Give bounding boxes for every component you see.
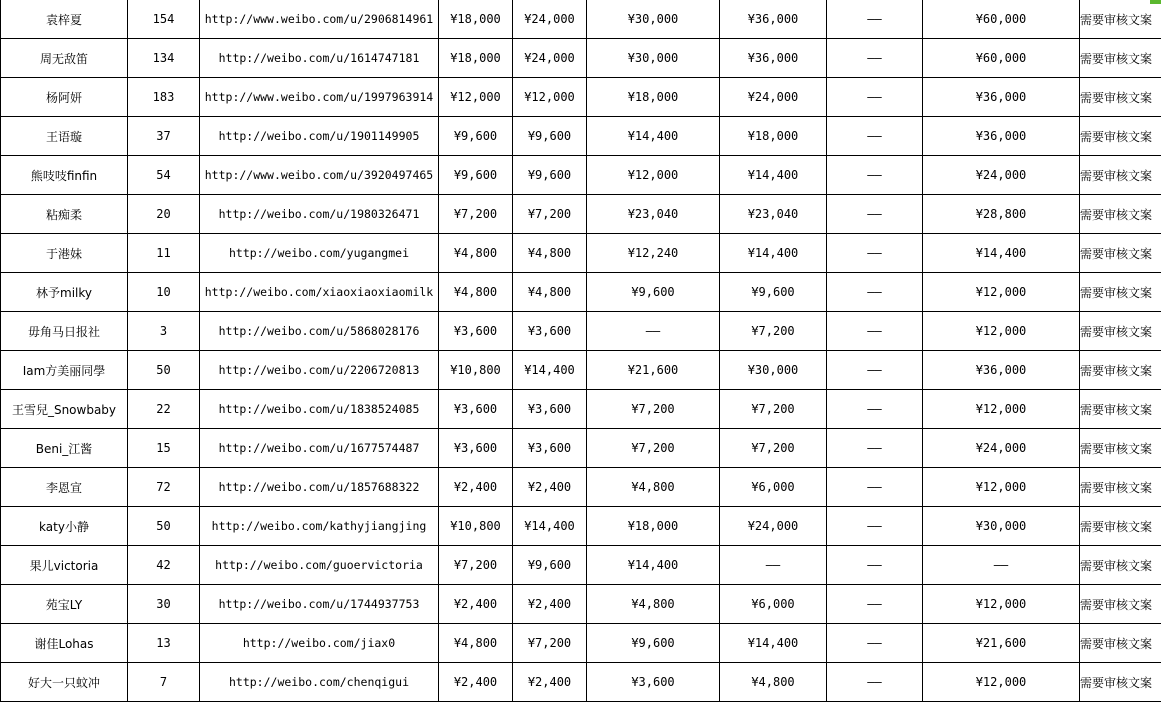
count-cell[interactable]: 134: [128, 39, 200, 78]
price-cell-6[interactable]: ¥12,000: [923, 468, 1080, 507]
table-row: [1, 195, 1161, 234]
price-cell-2[interactable]: ¥24,000: [513, 39, 587, 78]
price-cell-3[interactable]: ¥18,000: [587, 507, 720, 546]
price-cell-4[interactable]: ¥14,400: [720, 234, 827, 273]
count-cell[interactable]: 11: [128, 234, 200, 273]
price-cell-3[interactable]: ¥14,400: [587, 546, 720, 585]
count-cell[interactable]: 3: [128, 312, 200, 351]
name-cell[interactable]: 好大一只蚊冲: [1, 663, 128, 702]
price-cell-6[interactable]: ——: [923, 546, 1080, 585]
table-row: [1, 312, 1161, 351]
price-cell-5[interactable]: ——: [827, 390, 923, 429]
price-cell-2[interactable]: ¥9,600: [513, 546, 587, 585]
name-cell[interactable]: 杨阿妍: [1, 78, 128, 117]
table-row: [1, 585, 1161, 624]
price-cell-3[interactable]: ¥7,200: [587, 429, 720, 468]
count-cell[interactable]: 183: [128, 78, 200, 117]
url-cell[interactable]: http://weibo.com/jiax0: [200, 624, 439, 663]
price-cell-1[interactable]: ¥9,600: [439, 117, 513, 156]
price-cell-4[interactable]: ¥7,200: [720, 312, 827, 351]
price-cell-6[interactable]: ¥60,000: [923, 0, 1080, 39]
price-cell-5[interactable]: ——: [827, 351, 923, 390]
price-cell-3[interactable]: ¥9,600: [587, 273, 720, 312]
url-cell[interactable]: http://weibo.com/chenqigui: [200, 663, 439, 702]
table-row: [1, 663, 1161, 702]
note-cell[interactable]: 需要审核文案: [1080, 273, 1161, 312]
table-row: [1, 39, 1161, 78]
price-cell-1[interactable]: ¥18,000: [439, 0, 513, 39]
price-cell-4[interactable]: ¥9,600: [720, 273, 827, 312]
price-cell-6[interactable]: ¥36,000: [923, 117, 1080, 156]
price-cell-4[interactable]: ¥24,000: [720, 507, 827, 546]
price-cell-4[interactable]: ¥7,200: [720, 429, 827, 468]
url-cell[interactable]: http://www.weibo.com/u/3920497465: [200, 156, 439, 195]
table-row: [1, 546, 1161, 585]
price-cell-5[interactable]: ——: [827, 0, 923, 39]
price-cell-5[interactable]: ——: [827, 507, 923, 546]
count-cell[interactable]: 50: [128, 507, 200, 546]
price-cell-3[interactable]: ¥4,800: [587, 585, 720, 624]
price-cell-1[interactable]: ¥3,600: [439, 312, 513, 351]
name-cell[interactable]: Beni_江酱: [1, 429, 128, 468]
table-row: [1, 351, 1161, 390]
count-cell[interactable]: 42: [128, 546, 200, 585]
count-cell[interactable]: 154: [128, 0, 200, 39]
price-cell-6[interactable]: ¥21,600: [923, 624, 1080, 663]
price-cell-6[interactable]: ¥24,000: [923, 156, 1080, 195]
price-cell-4[interactable]: ¥14,400: [720, 156, 827, 195]
url-cell[interactable]: http://weibo.com/u/2206720813: [200, 351, 439, 390]
url-cell[interactable]: http://www.weibo.com/u/2906814961: [200, 0, 439, 39]
price-cell-2[interactable]: ¥3,600: [513, 429, 587, 468]
selection-corner-marker: [1150, 0, 1161, 4]
url-cell[interactable]: http://weibo.com/u/1838524085: [200, 390, 439, 429]
url-cell[interactable]: http://weibo.com/u/1744937753: [200, 585, 439, 624]
url-cell[interactable]: http://www.weibo.com/u/1997963914: [200, 78, 439, 117]
note-cell[interactable]: 需要审核文案: [1080, 234, 1161, 273]
price-cell-3[interactable]: ¥7,200: [587, 390, 720, 429]
price-cell-4[interactable]: ¥14,400: [720, 624, 827, 663]
url-cell[interactable]: http://weibo.com/u/1980326471: [200, 195, 439, 234]
price-cell-3[interactable]: ¥30,000: [587, 39, 720, 78]
note-cell[interactable]: 需要审核文案: [1080, 507, 1161, 546]
price-cell-2[interactable]: ¥3,600: [513, 390, 587, 429]
price-cell-2[interactable]: ¥14,400: [513, 507, 587, 546]
price-cell-1[interactable]: ¥2,400: [439, 663, 513, 702]
price-cell-2[interactable]: ¥3,600: [513, 312, 587, 351]
table-row: [1, 156, 1161, 195]
count-cell[interactable]: 22: [128, 390, 200, 429]
price-cell-6[interactable]: ¥12,000: [923, 390, 1080, 429]
price-cell-4[interactable]: ——: [720, 546, 827, 585]
note-cell[interactable]: 需要审核文案: [1080, 156, 1161, 195]
price-cell-3[interactable]: ¥4,800: [587, 468, 720, 507]
price-cell-1[interactable]: ¥10,800: [439, 507, 513, 546]
price-cell-5[interactable]: ——: [827, 273, 923, 312]
price-cell-5[interactable]: ——: [827, 624, 923, 663]
name-cell[interactable]: 林予milky: [1, 273, 128, 312]
price-cell-2[interactable]: ¥2,400: [513, 468, 587, 507]
url-cell[interactable]: http://weibo.com/u/1901149905: [200, 117, 439, 156]
price-cell-4[interactable]: ¥23,040: [720, 195, 827, 234]
url-cell[interactable]: http://weibo.com/u/5868028176: [200, 312, 439, 351]
price-cell-1[interactable]: ¥2,400: [439, 585, 513, 624]
note-cell[interactable]: 需要审核文案: [1080, 78, 1161, 117]
price-cell-2[interactable]: ¥12,000: [513, 78, 587, 117]
note-cell[interactable]: 需要审核文案: [1080, 117, 1161, 156]
price-cell-4[interactable]: ¥36,000: [720, 0, 827, 39]
price-cell-6[interactable]: ¥12,000: [923, 273, 1080, 312]
name-cell[interactable]: 周无敌笛: [1, 39, 128, 78]
price-cell-2[interactable]: ¥4,800: [513, 273, 587, 312]
price-cell-5[interactable]: ——: [827, 312, 923, 351]
price-cell-6[interactable]: ¥12,000: [923, 663, 1080, 702]
note-cell[interactable]: 需要审核文案: [1080, 546, 1161, 585]
price-cell-3[interactable]: ¥23,040: [587, 195, 720, 234]
price-cell-3[interactable]: ¥9,600: [587, 624, 720, 663]
price-cell-2[interactable]: ¥9,600: [513, 156, 587, 195]
url-cell[interactable]: http://weibo.com/guoervictoria: [200, 546, 439, 585]
note-cell[interactable]: 需要审核文案: [1080, 624, 1161, 663]
price-cell-3[interactable]: ¥30,000: [587, 0, 720, 39]
price-cell-1[interactable]: ¥4,800: [439, 624, 513, 663]
count-cell[interactable]: 54: [128, 156, 200, 195]
price-cell-4[interactable]: ¥6,000: [720, 468, 827, 507]
note-cell[interactable]: 需要审核文案: [1080, 663, 1161, 702]
price-cell-4[interactable]: ¥6,000: [720, 585, 827, 624]
table-row: [1, 468, 1161, 507]
price-cell-3[interactable]: ¥12,240: [587, 234, 720, 273]
price-cell-5[interactable]: ——: [827, 156, 923, 195]
url-cell[interactable]: http://weibo.com/yugangmei: [200, 234, 439, 273]
table-row: [1, 624, 1161, 663]
price-cell-2[interactable]: ¥4,800: [513, 234, 587, 273]
count-cell[interactable]: 30: [128, 585, 200, 624]
price-cell-5[interactable]: ——: [827, 195, 923, 234]
note-cell[interactable]: 需要审核文案: [1080, 351, 1161, 390]
price-cell-1[interactable]: ¥7,200: [439, 195, 513, 234]
table-row: [1, 429, 1161, 468]
url-cell[interactable]: http://weibo.com/u/1614747181: [200, 39, 439, 78]
price-cell-3[interactable]: ——: [587, 312, 720, 351]
price-cell-1[interactable]: ¥2,400: [439, 468, 513, 507]
price-cell-1[interactable]: ¥18,000: [439, 39, 513, 78]
price-cell-4[interactable]: ¥24,000: [720, 78, 827, 117]
count-cell[interactable]: 50: [128, 351, 200, 390]
name-cell[interactable]: 粘痴柔: [1, 195, 128, 234]
name-cell[interactable]: Iam方美丽同學: [1, 351, 128, 390]
table-row: [1, 0, 1161, 39]
note-cell[interactable]: 需要审核文案: [1080, 195, 1161, 234]
name-cell[interactable]: 果儿victoria: [1, 546, 128, 585]
count-cell[interactable]: 7: [128, 663, 200, 702]
price-cell-3[interactable]: ¥12,000: [587, 156, 720, 195]
url-cell[interactable]: http://weibo.com/kathyjiangjing: [200, 507, 439, 546]
note-cell[interactable]: 需要审核文案: [1080, 0, 1161, 39]
note-cell[interactable]: 需要审核文案: [1080, 429, 1161, 468]
name-cell[interactable]: 毋角马日报社: [1, 312, 128, 351]
price-cell-5[interactable]: ——: [827, 429, 923, 468]
price-cell-1[interactable]: ¥3,600: [439, 390, 513, 429]
table-row: [1, 390, 1161, 429]
name-cell[interactable]: 熊吱吱finfin: [1, 156, 128, 195]
price-cell-3[interactable]: ¥3,600: [587, 663, 720, 702]
count-cell[interactable]: 37: [128, 117, 200, 156]
price-cell-2[interactable]: ¥7,200: [513, 195, 587, 234]
name-cell[interactable]: 谢佳Lohas: [1, 624, 128, 663]
price-cell-1[interactable]: ¥9,600: [439, 156, 513, 195]
table-row: [1, 78, 1161, 117]
price-cell-5[interactable]: ——: [827, 234, 923, 273]
count-cell[interactable]: 20: [128, 195, 200, 234]
note-cell[interactable]: 需要审核文案: [1080, 585, 1161, 624]
price-cell-5[interactable]: ——: [827, 78, 923, 117]
price-cell-3[interactable]: ¥18,000: [587, 78, 720, 117]
price-cell-6[interactable]: ¥30,000: [923, 507, 1080, 546]
price-cell-3[interactable]: ¥21,600: [587, 351, 720, 390]
price-cell-6[interactable]: ¥12,000: [923, 312, 1080, 351]
price-cell-5[interactable]: ——: [827, 468, 923, 507]
price-cell-6[interactable]: ¥14,400: [923, 234, 1080, 273]
price-cell-6[interactable]: ¥28,800: [923, 195, 1080, 234]
price-cell-5[interactable]: ——: [827, 546, 923, 585]
price-cell-2[interactable]: ¥7,200: [513, 624, 587, 663]
price-cell-2[interactable]: ¥14,400: [513, 351, 587, 390]
price-cell-1[interactable]: ¥7,200: [439, 546, 513, 585]
name-cell[interactable]: 于港妹: [1, 234, 128, 273]
count-cell[interactable]: 10: [128, 273, 200, 312]
price-cell-4[interactable]: ¥7,200: [720, 390, 827, 429]
price-cell-2[interactable]: ¥2,400: [513, 663, 587, 702]
note-cell[interactable]: 需要审核文案: [1080, 39, 1161, 78]
price-cell-4[interactable]: ¥36,000: [720, 39, 827, 78]
price-cell-6[interactable]: ¥36,000: [923, 78, 1080, 117]
count-cell[interactable]: 72: [128, 468, 200, 507]
table-row: [1, 273, 1161, 312]
price-cell-2[interactable]: ¥24,000: [513, 0, 587, 39]
price-cell-4[interactable]: ¥30,000: [720, 351, 827, 390]
price-cell-5[interactable]: ——: [827, 585, 923, 624]
price-cell-2[interactable]: ¥2,400: [513, 585, 587, 624]
price-cell-5[interactable]: ——: [827, 39, 923, 78]
table-row: [1, 507, 1161, 546]
name-cell[interactable]: 李恩宣: [1, 468, 128, 507]
price-cell-4[interactable]: ¥18,000: [720, 117, 827, 156]
count-cell[interactable]: 15: [128, 429, 200, 468]
url-cell[interactable]: http://weibo.com/u/1677574487: [200, 429, 439, 468]
count-cell[interactable]: 13: [128, 624, 200, 663]
price-cell-1[interactable]: ¥12,000: [439, 78, 513, 117]
table-row: [1, 234, 1161, 273]
price-cell-6[interactable]: ¥12,000: [923, 585, 1080, 624]
url-cell[interactable]: http://weibo.com/xiaoxiaoxiaomilk: [200, 273, 439, 312]
price-cell-6[interactable]: ¥36,000: [923, 351, 1080, 390]
name-cell[interactable]: 王语璇: [1, 117, 128, 156]
price-cell-6[interactable]: ¥24,000: [923, 429, 1080, 468]
price-cell-5[interactable]: ——: [827, 663, 923, 702]
price-cell-3[interactable]: ¥14,400: [587, 117, 720, 156]
url-cell[interactable]: http://weibo.com/u/1857688322: [200, 468, 439, 507]
table-body: [1, 0, 1161, 702]
price-cell-5[interactable]: ——: [827, 117, 923, 156]
price-cell-4[interactable]: ¥4,800: [720, 663, 827, 702]
price-cell-1[interactable]: ¥4,800: [439, 273, 513, 312]
name-cell[interactable]: 苑宝LY: [1, 585, 128, 624]
price-cell-1[interactable]: ¥10,800: [439, 351, 513, 390]
note-cell[interactable]: 需要审核文案: [1080, 468, 1161, 507]
table-row: [1, 117, 1161, 156]
note-cell[interactable]: 需要审核文案: [1080, 390, 1161, 429]
price-cell-1[interactable]: ¥3,600: [439, 429, 513, 468]
note-cell[interactable]: 需要审核文案: [1080, 312, 1161, 351]
name-cell[interactable]: 袁梓夏: [1, 0, 128, 39]
name-cell[interactable]: 王雪兒_Snowbaby: [1, 390, 128, 429]
name-cell[interactable]: katy小静: [1, 507, 128, 546]
price-cell-6[interactable]: ¥60,000: [923, 39, 1080, 78]
price-cell-1[interactable]: ¥4,800: [439, 234, 513, 273]
price-cell-2[interactable]: ¥9,600: [513, 117, 587, 156]
